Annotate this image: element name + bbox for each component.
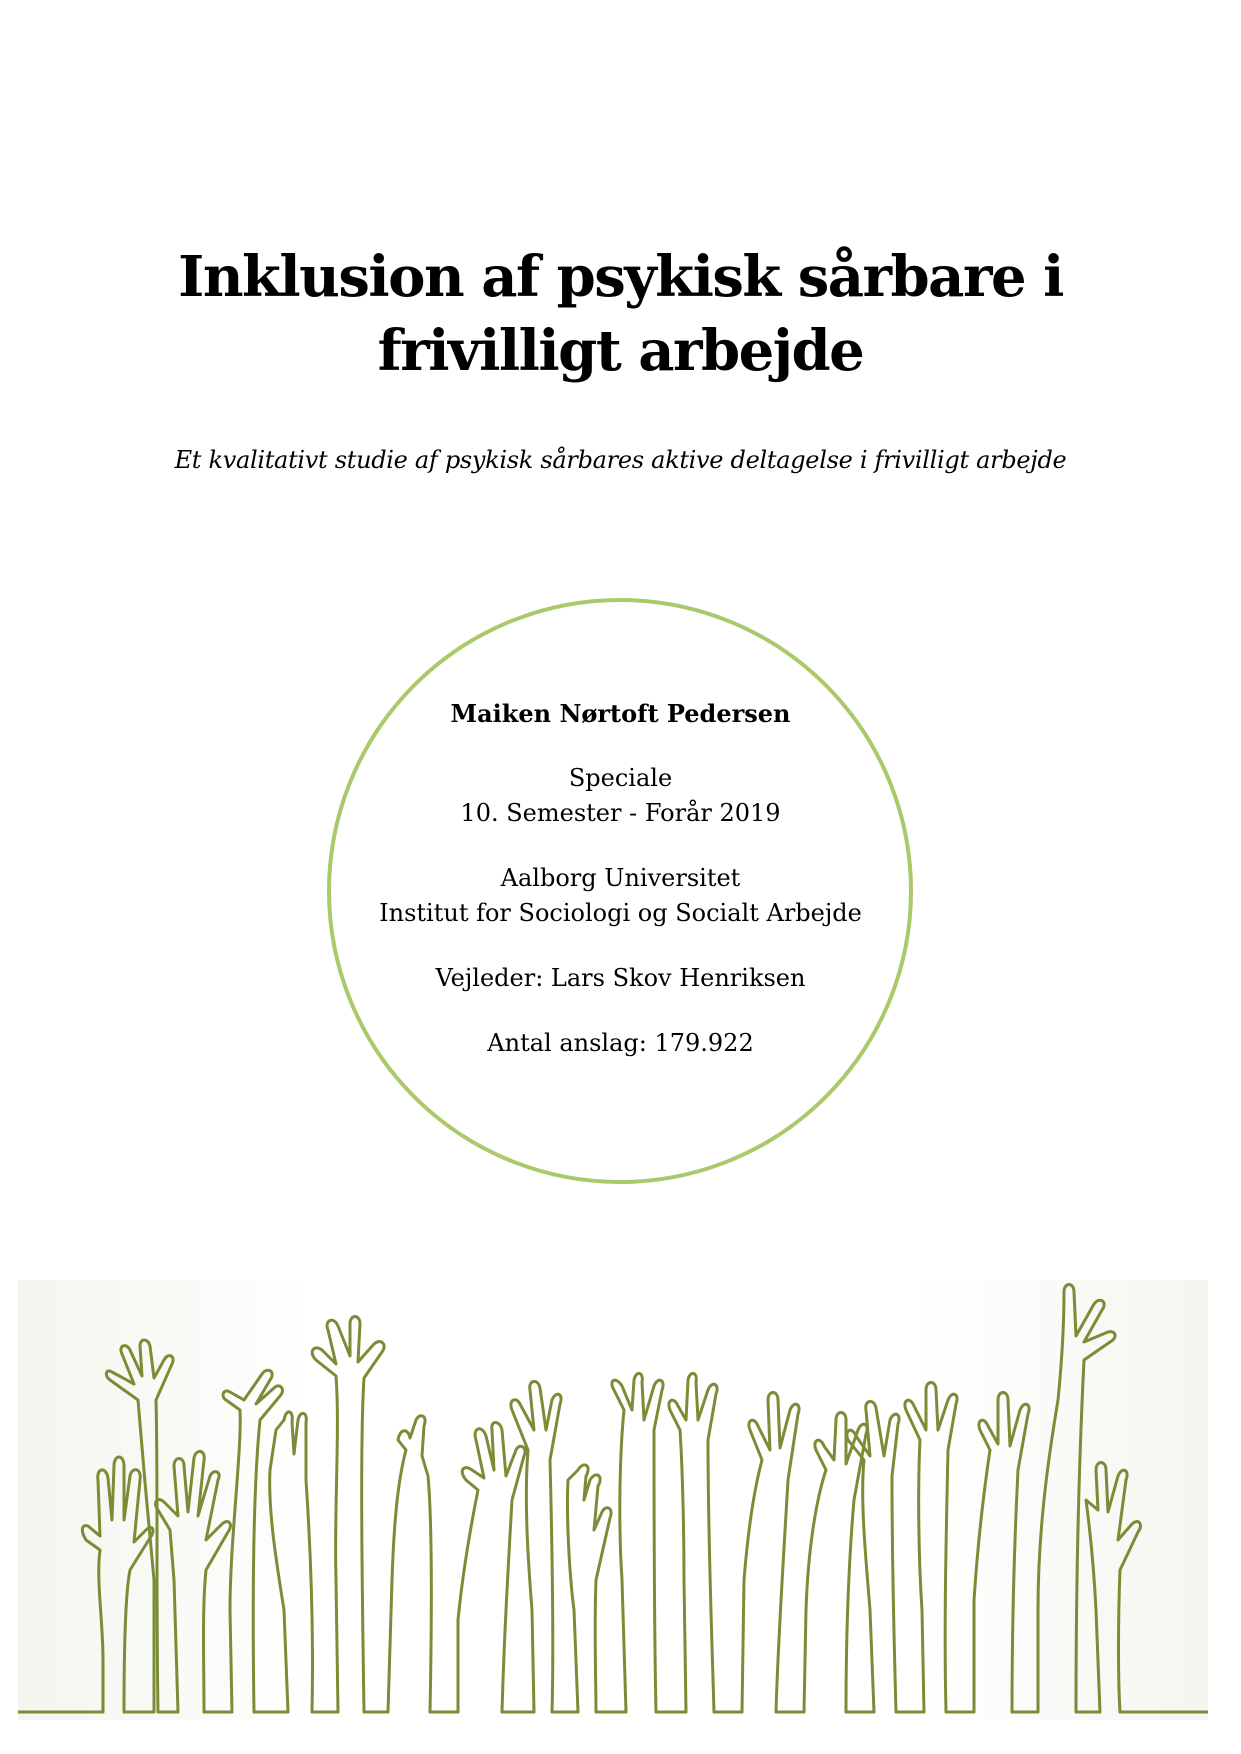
character-count: Antal anslag: 179.922 xyxy=(487,1029,754,1057)
thesis-type: Speciale xyxy=(568,764,673,792)
document-subtitle: Et kvalitativt studie af psykisk sårbares aktive deltagelse i frivilligt arbejde xyxy=(174,446,1067,474)
spacer xyxy=(0,996,1241,1026)
author-name: Maiken Nørtoft Pedersen xyxy=(450,699,791,728)
spacer xyxy=(0,931,1241,961)
university: Aalborg Universitet xyxy=(500,864,741,892)
institute: Institut for Sociologi og Socialt Arbejde xyxy=(379,899,862,927)
info-block xyxy=(0,696,1241,1061)
semester: 10. Semester - Forår 2019 xyxy=(460,799,781,827)
title-line-1: Inklusion af psykisk sårbare i xyxy=(178,244,1063,310)
raised-hands-illustration xyxy=(18,1280,1208,1740)
supervisor: Vejleder: Lars Skov Henriksen xyxy=(435,964,806,992)
spacer xyxy=(0,831,1241,861)
document-title xyxy=(0,240,1241,388)
title-line-2: frivilligt arbejde xyxy=(377,318,864,384)
